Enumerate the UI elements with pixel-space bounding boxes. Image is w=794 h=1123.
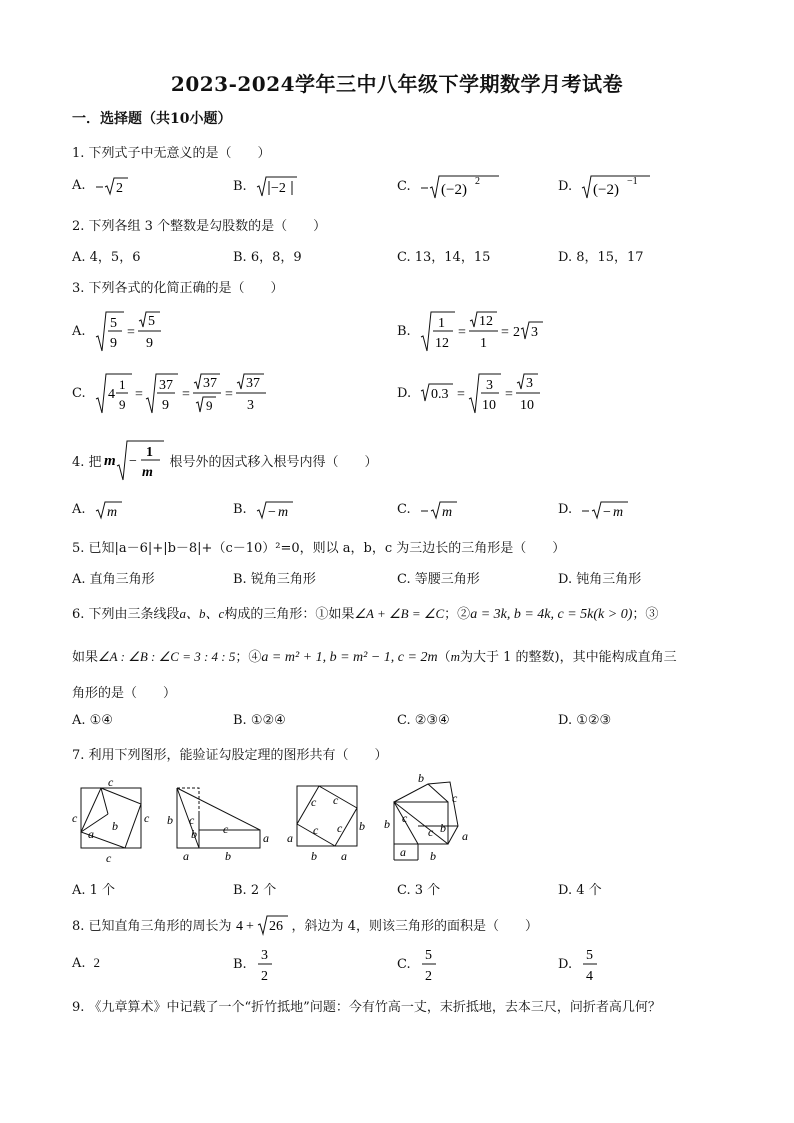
option-label: A. [72,323,86,339]
svg-text:m: m [441,505,452,520]
svg-text:=: = [505,387,513,402]
svg-text:m: m [103,453,116,469]
svg-text:5: 5 [109,316,117,331]
figure-letter: a [88,827,94,841]
option-label: B. [233,501,247,517]
figure-letter: b [311,849,317,863]
figure-letter: c [313,823,319,837]
q6-text: 如果 [72,650,99,665]
svg-text:9: 9 [205,398,213,413]
q1-option-d [558,172,652,200]
figure-letter: b [384,817,390,831]
svg-text:−2: −2 [270,181,286,196]
q3-a-expression [94,309,166,353]
svg-text:−: − [128,454,137,469]
q1-c-expression [419,172,501,200]
q1-d-expression [580,172,652,200]
svg-text:1: 1 [118,377,126,392]
figure-letter: a [263,831,269,845]
q3-option-c [72,371,274,415]
svg-text:9: 9 [109,336,117,351]
svg-text:1: 1 [479,336,487,351]
svg-text:(−2): (−2) [440,182,467,198]
question-1-stem: 1. 下列式子中无意义的是（ ） [72,146,271,161]
svg-text:=: = [500,325,509,340]
q4-d-expression [580,498,630,520]
section-heading: 一．选择题（共10小题） [72,111,232,127]
option-label: D. [558,956,573,972]
question-2-stem: 2. 下列各组 3 个整数是勾股数的是（ ） [72,219,327,234]
figure-letter: c [337,821,343,835]
q6-math: a、b、c [179,606,225,621]
figure-letter: c [223,822,229,836]
q5-option-b: B. 锐角三角形 [233,572,316,587]
svg-text:10: 10 [520,398,535,413]
q6-text: 为大于 1 的整数)，其中能构成直角三 [460,650,677,665]
svg-text:=: = [181,387,190,402]
q6-option-d: D. ①②③ [558,713,612,728]
option-label: B. [397,323,411,339]
svg-text:2: 2 [115,181,123,196]
svg-text:+: + [245,919,254,934]
svg-text:2: 2 [424,969,432,984]
q6-text: ；③ [632,607,659,622]
option-label: A. [72,177,86,193]
q3-c-expression [94,371,274,415]
svg-text:9: 9 [145,336,153,351]
figure-letter: c [311,795,317,809]
svg-text:5: 5 [586,948,594,963]
q7-option-c: C. 3 个 [397,883,441,898]
svg-text:0.3: 0.3 [431,387,449,402]
figure-letter: c [402,811,408,825]
figure-letter: c [108,776,114,789]
q6-math: a = 3k, b = 4k, c = 5k(k > 0) [470,607,633,622]
q6-text: 构成的三角形：①如果 [224,607,355,622]
figure-letter: a [341,849,347,863]
option-label: B. [233,178,247,194]
q8-option-b [233,944,275,984]
q8-a-value: 2 [93,955,101,970]
q4-option-b [233,498,295,520]
option-label: C. [397,501,411,517]
q7-figure-1 [68,776,158,866]
q8-pre-text: 8. 已知直角三角形的周长为 [72,918,232,934]
option-label: D. [397,385,412,401]
question-4-stem [72,438,378,482]
svg-text:5: 5 [147,314,155,329]
q8-d-fraction [580,944,600,984]
question-5-stem: 5. 已知|a－6|+|b－8|+（c－10）²=0，则以 a，b，c 为三边长的三角形是（ ） [72,541,566,556]
q1-option-a [72,174,130,196]
q6-text: 6. 下列由三条线段 [72,607,180,622]
question-6-line-2 [72,646,677,666]
q5-option-d: D. 钝角三角形 [558,572,642,587]
svg-text:m: m [613,505,624,520]
question-3-stem: 3. 下列各式的化简正确的是（ ） [72,281,284,296]
q4-option-d [558,498,630,520]
q1-a-expression [94,174,130,196]
svg-text:(−2): (−2) [593,182,620,198]
q4-a-expression [94,498,124,520]
q3-option-b [397,309,545,353]
q6-option-b: B. ①②④ [233,713,286,728]
svg-text:2: 2 [512,325,520,340]
svg-text:m: m [106,505,117,520]
svg-text:12: 12 [434,336,449,351]
q8-option-d [558,944,600,984]
q6-text: ；④ [235,650,262,665]
q2-option-a: A. 4，5，6 [72,250,141,265]
q3-option-a [72,309,166,353]
svg-text:=: = [134,387,143,402]
q6-option-c: C. ②③④ [397,713,450,728]
q8-expression [234,912,290,936]
page-title: 2023-2024学年三中八年级下学期数学月考试卷 [170,72,624,96]
option-label: C. [72,385,86,401]
q8-b-fraction [255,944,275,984]
q7-option-b: B. 2 个 [233,883,277,898]
q3-d-expression [419,371,559,415]
figure-letter: b [112,819,118,833]
svg-text:−1: −1 [627,176,638,187]
figure-letter: c [189,813,195,827]
q7-figure-2 [165,776,275,866]
svg-text:10: 10 [482,398,497,413]
q4-b-expression [255,498,295,520]
option-label: A. [72,501,86,517]
q8-post-text: ，斜边为 4，则该三角形的面积是（ ） [291,918,538,934]
svg-text:9: 9 [161,398,169,413]
figure-letter: c [144,811,150,825]
figure-letter: b [359,819,365,833]
q7-figure-4 [380,770,480,866]
q7-figure-3 [283,776,373,866]
figure-letter: c [452,791,458,805]
question-7-stem: 7. 利用下列图形，能验证勾股定理的图形共有（ ） [72,748,388,763]
question-6-line-1 [72,603,658,623]
svg-text:5: 5 [424,948,432,963]
q5-option-a: A. 直角三角形 [72,572,155,587]
question-8-stem [72,912,538,936]
figure-letter: b [430,849,436,863]
svg-text:9: 9 [118,397,126,412]
svg-text:=: = [457,325,466,340]
q3-b-expression [419,309,545,353]
q1-b-expression [255,174,299,198]
q4-c-expression [419,498,459,520]
svg-text:12: 12 [478,314,493,329]
svg-text:4: 4 [235,919,243,934]
figure-letter: a [462,829,468,843]
figure-letter: a [287,831,293,845]
q6-text: ；② [444,607,471,622]
svg-text:3: 3 [246,398,254,413]
q8-c-fraction [419,944,439,984]
svg-text:4: 4 [107,387,115,402]
q8-option-c [397,944,439,984]
q4-post-text: 根号外的因式移入根号内得（ ） [169,454,378,470]
q1-option-c [397,172,501,200]
svg-text:4: 4 [586,969,594,984]
svg-text:26: 26 [268,919,283,934]
option-label: B. [233,956,247,972]
q6-option-a: A. ①④ [72,713,113,728]
svg-text:=: = [224,387,233,402]
q4-pre-text: 4. 把 [72,454,102,470]
svg-text:3: 3 [486,378,494,393]
svg-text:=: = [126,325,135,340]
svg-text:−: − [267,505,276,520]
q7-option-d: D. 4 个 [558,883,602,898]
q6-math: a = m² + 1, b = m² − 1, c = 2m [261,650,438,665]
q6-math: ∠A : ∠B : ∠C = 3 : 4 : 5 [98,649,236,664]
question-9-stem: 9. 《九章算术》中记载了一个“折竹抵地”问题：今有竹高一丈，末折抵地，去本三尺，问折者高几何？ [72,1000,661,1015]
q6-math: ∠A + ∠B = ∠C [354,606,445,621]
option-label: C. [397,178,411,194]
svg-text:2: 2 [260,969,268,984]
q6-math: m [450,649,460,664]
svg-text:m: m [277,505,288,520]
q2-option-c: C. 13，14，15 [397,250,491,265]
q1-option-b [233,174,299,198]
option-label: C. [397,956,411,972]
q3-option-d [397,371,559,415]
figure-letter: b [167,813,173,827]
q2-option-d: D. 8，15，17 [558,250,644,265]
q4-option-c [397,498,459,520]
q4-option-a [72,498,124,520]
option-label: A. [72,955,86,971]
q7-option-a: A. 1 个 [72,883,116,898]
svg-text:m: m [141,465,153,480]
svg-text:37: 37 [245,376,260,391]
q5-option-c: C. 等腰三角形 [397,572,480,587]
q4-expression [104,438,168,482]
q6-text: （ [437,650,451,665]
figure-letter: b [418,771,424,785]
figure-letter: c [106,851,112,865]
figure-letter: c [428,825,434,839]
figure-letter: a [183,849,189,863]
q2-option-b: B. 6，8，9 [233,250,302,265]
figure-letter: b [191,827,197,841]
svg-text:1: 1 [437,316,445,331]
svg-text:=: = [457,387,465,402]
svg-text:3: 3 [530,325,538,340]
svg-text:37: 37 [202,376,217,391]
figure-letter: b [225,849,231,863]
svg-text:−: − [603,505,611,520]
svg-text:37: 37 [158,378,173,393]
q8-option-a [72,955,100,971]
svg-text:1: 1 [145,445,153,460]
figure-letter: c [333,793,339,807]
figure-letter: c [72,811,78,825]
svg-text:3: 3 [526,376,534,391]
svg-text:3: 3 [260,948,268,963]
option-label: D. [558,178,573,194]
figure-letter: b [440,821,446,835]
figure-letter: a [400,845,406,859]
svg-text:2: 2 [474,176,480,187]
option-label: D. [558,501,573,517]
question-6-line-3: 角形的是（ ） [72,686,177,701]
